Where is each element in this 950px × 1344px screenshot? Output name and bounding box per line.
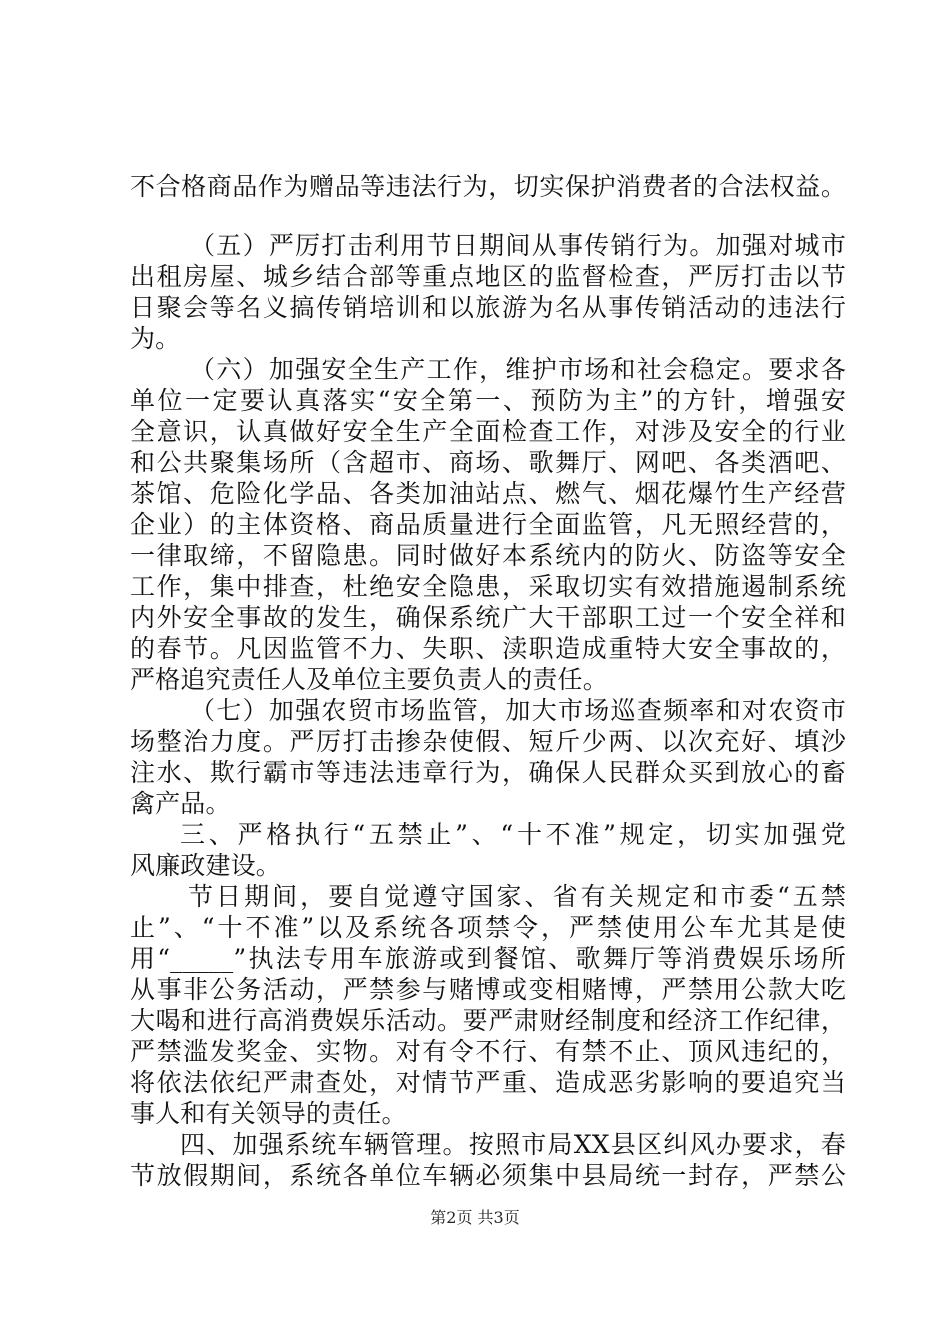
text-line: 和公共聚集场所（含超市、商场、歌舞厅、网吧、各类酒吧、 — [130, 448, 846, 477]
text-line: 一律取缔，不留隐患。同时做好本系统内的防火、防盗等安全 — [130, 541, 846, 570]
text-line: 事人和有关领导的责任。 — [130, 1099, 407, 1128]
text-line: 场整治力度。严厉打击掺杂使假、短斤少两、以次充好、填沙 — [130, 727, 846, 756]
text-line: 止”、“十不准”以及系统各项禁令，严禁使用公车尤其是使 — [130, 913, 846, 942]
section-heading-line: 风廉政建设。 — [130, 851, 281, 880]
paragraph-gap — [130, 202, 846, 230]
text-line: 禽产品。 — [130, 789, 231, 818]
page-number-footer: 第2页 共3页 — [430, 1208, 520, 1227]
text-line: 节放假期间，系统各单位车辆必须集中县局统一封存，严禁公 — [130, 1161, 846, 1190]
paragraph-start-line: 节日期间，要自觉遵守国家、省有关规定和市委“五禁 — [188, 882, 846, 911]
paragraph-start-line: （六）加强安全生产工作，维护市场和社会稳定。要求各 — [190, 355, 846, 384]
text-line: 出租房屋、城乡结合部等重点地区的监督检查，严厉打击以节 — [130, 262, 846, 291]
text-line: 单位一定要认真落实“安全第一、预防为主”的方针，增强安 — [130, 386, 846, 415]
paragraph-start-line: （五）严厉打击利用节日期间从事传销行为。加强对城市 — [190, 231, 846, 260]
text-line: 全意识，认真做好安全生产全面检查工作，对涉及安全的行业 — [130, 417, 846, 446]
text-line: 工作，集中排查，杜绝安全隐患，采取切实有效措施遏制系统 — [130, 572, 846, 601]
text-line: 严格追究责任人及单位主要负责人的责任。 — [130, 665, 608, 694]
text-line: 的春节。凡因监管不力、失职、渎职造成重特大安全事故的， — [130, 634, 846, 663]
text-line: 大喝和进行高消费娱乐活动。要严肃财经制度和经济工作纪律， — [130, 1006, 846, 1035]
text-line: 不合格商品作为赠品等违法行为，切实保护消费者的合法权益。 — [130, 172, 846, 201]
section-heading-line: 三、严格执行“五禁止”、“十不准”规定，切实加强党 — [180, 820, 846, 849]
text-line: 企业）的主体资格、商品质量进行全面监管，凡无照经营的， — [130, 510, 846, 539]
text-line: 严禁滥发奖金、实物。对有令不行、有禁不止、顶风违纪的， — [130, 1037, 846, 1066]
paragraph-start-line: （七）加强农贸市场监管，加大市场巡查频率和对农资市 — [190, 696, 846, 725]
document-body — [130, 171, 846, 1191]
text-line: 茶馆、危险化学品、各类加油站点、燃气、烟花爆竹生产经营 — [130, 479, 846, 508]
text-line: 将依法依纪严肃查处，对情节严重、造成恶劣影响的要追究当 — [130, 1068, 846, 1097]
text-line: 用“_____”执法专用车旅游或到餐馆、歌舞厅等消费娱乐场所 — [130, 944, 846, 973]
text-line: 从事非公务活动，严禁参与赌博或变相赌博，严禁用公款大吃 — [130, 975, 846, 1004]
text-line: 为。 — [130, 324, 181, 353]
text-line: 注水、欺行霸市等违法违章行为，确保人民群众买到放心的畜 — [130, 758, 846, 787]
text-line: 日聚会等名义搞传销培训和以旅游为名从事传销活动的违法行 — [130, 293, 846, 322]
section-heading-line: 四、加强系统车辆管理。按照市局XX县区纠风办要求，春 — [180, 1130, 846, 1159]
text-line: 内外安全事故的发生，确保系统广大干部职工过一个安全祥和 — [130, 603, 846, 632]
